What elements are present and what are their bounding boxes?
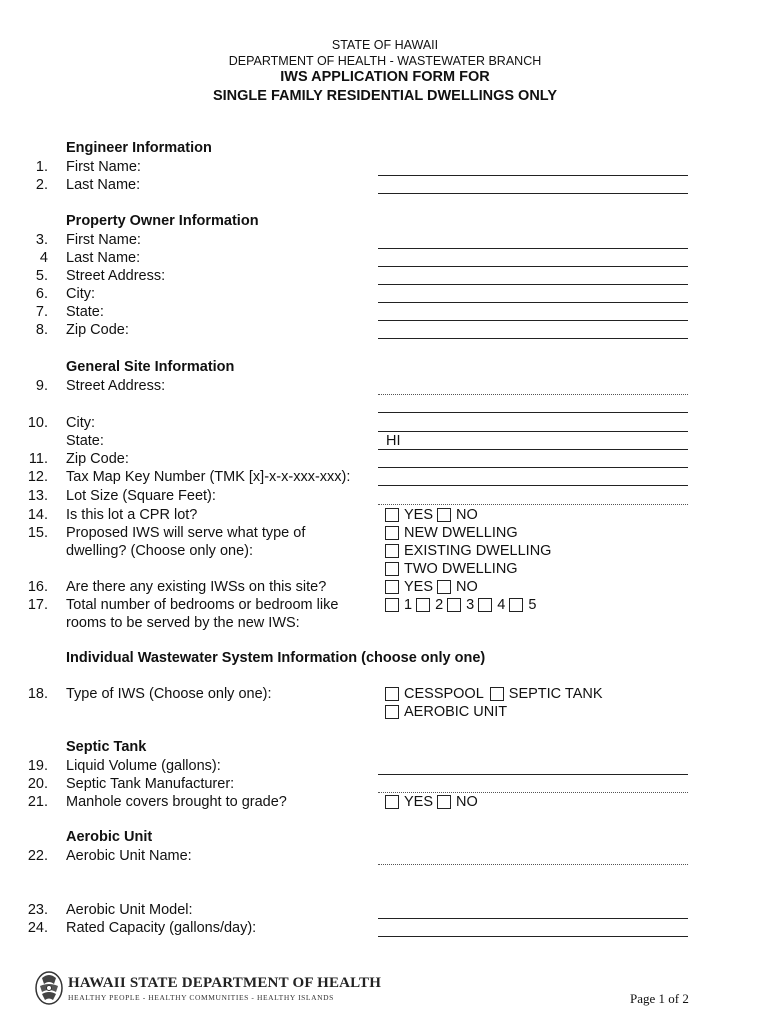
septic-manufacturer-label: Septic Tank Manufacturer: [66,776,235,792]
checkbox[interactable] [490,687,504,701]
item-number: 10. [27,415,48,431]
rated-capacity-field[interactable] [378,936,688,937]
aerobic-unit-name-label: Aerobic Unit Name: [66,848,192,864]
owner-first-name-label: First Name: [66,232,141,248]
owner-street-address-label: Street Address: [66,268,166,284]
checkbox[interactable] [385,687,399,701]
seal-icon [34,970,64,1006]
checkbox[interactable] [437,580,451,594]
item-number: 21. [27,794,48,810]
site-tmk-field[interactable] [378,485,688,486]
aerobic-unit-model-label: Aerobic Unit Model: [66,902,193,918]
site-city-field[interactable] [378,431,688,432]
site-street-address-field-line2[interactable] [378,412,688,413]
bedroom-1-option[interactable] [385,596,412,614]
existing-iws-yes-option[interactable] [385,578,433,596]
engineer-first-name-field[interactable] [378,175,688,176]
manhole-no-option[interactable] [437,793,478,811]
existing-dwelling-option[interactable] [385,542,551,560]
engineer-last-name-label: Last Name: [66,177,141,193]
page-number: Page 1 of 2 [630,991,689,1006]
manhole-covers-question: Manhole covers brought to grade? [66,794,287,810]
item-number: 20. [27,776,48,792]
checkbox[interactable] [385,598,399,612]
iws-type-question: Type of IWS (Choose only one): [66,686,272,702]
site-state-label: State: [66,433,104,449]
section-owner-heading: Property Owner Information [66,213,259,229]
existing-iws-no-option[interactable] [437,578,478,596]
site-state-value: HI [386,433,401,449]
liquid-volume-field[interactable] [378,774,688,775]
checkbox[interactable] [437,795,451,809]
option-label: 5 [528,597,537,613]
checkbox[interactable] [447,598,461,612]
bedroom-4-option[interactable] [478,596,505,614]
item-number: 7. [35,304,48,320]
item-number: 19. [27,758,48,774]
item-number: 12. [27,469,48,485]
bedroom-2-option[interactable] [416,596,443,614]
site-tmk-label: Tax Map Key Number (TMK [x]-x-x-xxx-xxx): [66,469,351,485]
section-engineer-heading: Engineer Information [66,140,212,156]
section-septic-heading: Septic Tank [66,739,147,755]
checkbox[interactable] [385,508,399,522]
item-number: 17. [27,597,48,613]
logo-main-text: HAWAII STATE DEPARTMENT OF HEALTH [68,974,382,991]
checkbox[interactable] [416,598,430,612]
option-label: 2 [435,597,444,613]
item-number: 5. [35,268,48,284]
item-number: 18. [27,686,48,702]
option-label: NO [456,507,478,523]
item-number: 1. [35,159,48,175]
checkbox[interactable] [385,795,399,809]
item-number: 11. [28,451,48,467]
iws-type-options [385,685,607,703]
site-street-address-label: Street Address: [66,378,166,394]
manhole-covers-options [385,793,482,811]
option-label: NEW DWELLING [404,525,518,541]
bedroom-5-option[interactable] [509,596,536,614]
option-label: SEPTIC TANK [508,686,603,702]
bedrooms-question: Total number of bedrooms or bedroom like rooms to be served by the new IWS: [66,597,339,631]
site-zip-code-label: Zip Code: [66,451,129,467]
option-label: 4 [497,597,506,613]
option-label: 3 [466,597,475,613]
option-label: YES [404,507,434,523]
aerobic-unit-name-field[interactable] [378,864,688,865]
owner-zip-code-field[interactable] [378,338,688,339]
item-number: 3. [35,232,48,248]
doh-logo [34,970,381,1006]
section-iws-heading: Individual Wastewater System Information (choose only one) [66,650,486,666]
form-title-line2: SINGLE FAMILY RESIDENTIAL DWELLINGS ONLY [212,88,557,104]
two-dwelling-option[interactable] [385,560,518,578]
option-label: YES [404,579,434,595]
item-number: 14. [27,507,48,523]
site-lot-size-field[interactable] [378,504,688,505]
section-aerobic-heading: Aerobic Unit [66,829,153,845]
item-number: 4 [39,250,48,266]
item-number: 8. [35,322,48,338]
site-state-field[interactable] [378,449,688,450]
section-site-heading: General Site Information [66,359,235,375]
checkbox[interactable] [385,526,399,540]
owner-city-label: City: [66,286,95,302]
item-number: 2. [35,177,48,193]
item-number: 9. [35,378,48,394]
site-zip-code-field[interactable] [378,467,688,468]
existing-iws-question: Are there any existing IWSs on this site? [66,579,327,595]
existing-iws-options [385,578,482,596]
item-number: 15. [27,525,48,541]
owner-first-name-field[interactable] [378,248,688,249]
liquid-volume-label: Liquid Volume (gallons): [66,758,221,774]
cesspool-option[interactable] [385,685,484,703]
header-department: DEPARTMENT OF HEALTH - WASTEWATER BRANCH [228,54,542,68]
aerobic-unit-model-field[interactable] [378,918,688,919]
option-label: NO [456,579,478,595]
checkbox[interactable] [385,562,399,576]
owner-street-address-field[interactable] [378,284,688,285]
option-label: YES [404,794,434,810]
checkbox[interactable] [385,544,399,558]
cpr-lot-question: Is this lot a CPR lot? [66,507,198,523]
checkbox[interactable] [437,508,451,522]
dwelling-type-question: Proposed IWS will serve what type of dwelling? (Choose only one): [66,525,306,559]
owner-state-field[interactable] [378,320,688,321]
checkbox[interactable] [478,598,492,612]
site-city-label: City: [66,415,95,431]
item-number: 16. [27,579,48,595]
site-street-address-field[interactable] [378,394,688,395]
aerobic-unit-option[interactable] [385,703,507,721]
cpr-yes-option[interactable] [385,506,433,524]
item-number: 23. [27,902,48,918]
cpr-lot-options [385,506,482,524]
option-label: 1 [404,597,413,613]
new-dwelling-option[interactable] [385,524,518,542]
checkbox[interactable] [385,580,399,594]
septic-tank-option[interactable] [490,685,603,703]
engineer-last-name-field[interactable] [378,193,688,194]
owner-last-name-label: Last Name: [66,250,141,266]
site-lot-size-label: Lot Size (Square Feet): [66,488,216,504]
item-number: 24. [27,920,48,936]
option-label: EXISTING DWELLING [404,543,552,559]
logo-tagline: HEALTHY PEOPLE - HEALTHY COMMUNITIES - HEALTHY ISLANDS [68,992,334,1002]
owner-zip-code-label: Zip Code: [66,322,129,338]
form-title-line1: IWS APPLICATION FORM FOR [280,69,490,85]
checkbox[interactable] [385,705,399,719]
checkbox[interactable] [509,598,523,612]
owner-state-label: State: [66,304,104,320]
option-label: AEROBIC UNIT [404,704,508,720]
bedroom-options [385,596,540,614]
header-state: STATE OF HAWAII [331,38,439,52]
item-number: 6. [35,286,48,302]
bedroom-3-option[interactable] [447,596,474,614]
owner-city-field[interactable] [378,302,688,303]
item-number: 22. [27,848,48,864]
option-label: CESSPOOL [404,686,484,702]
option-label: TWO DWELLING [404,561,518,577]
engineer-first-name-label: First Name: [66,159,141,175]
manhole-yes-option[interactable] [385,793,433,811]
cpr-no-option[interactable] [437,506,478,524]
option-label: NO [456,794,478,810]
owner-last-name-field[interactable] [378,266,688,267]
rated-capacity-label: Rated Capacity (gallons/day): [66,920,257,936]
item-number: 13. [27,488,48,504]
